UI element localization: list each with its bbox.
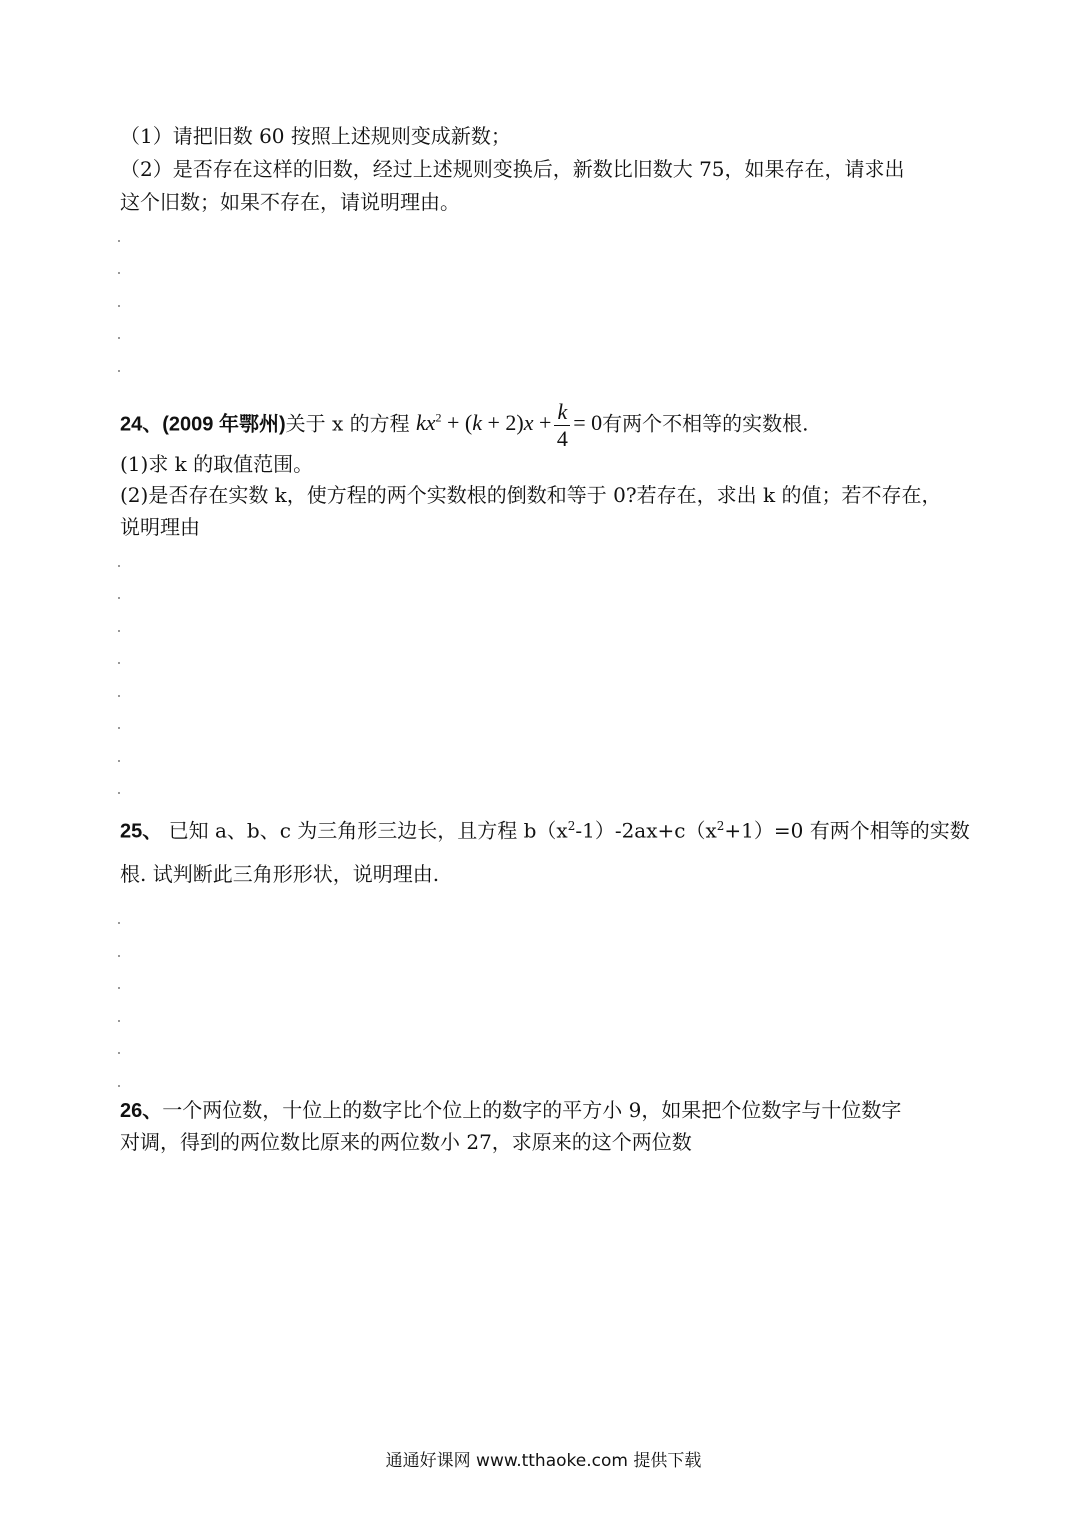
q26-line1: 26、一个两位数，十位上的数字比个位上的数字的平方小 9，如果把个位数字与十位数字 bbox=[120, 1098, 902, 1122]
blank-dot bbox=[118, 695, 120, 697]
q23-part2-line1: （2）是否存在这样的旧数，经过上述规则变换后，新数比旧数大 75，如果存在，请求出 bbox=[120, 157, 905, 181]
blank-dot bbox=[118, 727, 120, 729]
blank-dot bbox=[118, 305, 120, 307]
q24-stem-before: 关于 x 的方程 bbox=[285, 411, 410, 436]
q24-part2-line2: 说明理由 bbox=[120, 515, 200, 539]
q24-number: 24、 bbox=[120, 413, 163, 436]
blank-dot bbox=[118, 337, 120, 339]
q23-part2-line2: 这个旧数；如果不存在，请说明理由。 bbox=[120, 190, 460, 214]
blank-dot bbox=[118, 987, 120, 989]
q26-line2: 对调，得到的两位数比原来的两位数小 27，求原来的这个两位数 bbox=[120, 1130, 692, 1154]
q25-line2: 根. 试判断此三角形形状，说明理由. bbox=[120, 862, 440, 886]
blank-dot bbox=[118, 760, 120, 762]
blank-dot bbox=[118, 370, 120, 372]
q24-part2-line1: (2)是否存在实数 k，使方程的两个实数根的倒数和等于 0?若存在，求出 k 的值；若不存在， bbox=[120, 483, 942, 507]
q24-stem bbox=[120, 392, 808, 452]
q25-number: 25、 bbox=[120, 820, 163, 843]
q25-line1: 25、 已知 a、b、c 为三角形三边长，且方程 $b(x^2-1)-2ax+c(x^2+1)=0$ 有两个相等的实数 bbox=[120, 818, 970, 843]
blank-dot bbox=[118, 955, 120, 957]
q23-part1: （1）请把旧数 60 按照上述规则变成新数； bbox=[120, 124, 511, 148]
q26-number: 26、 bbox=[120, 1100, 163, 1122]
q24-source: (2009 年鄂州) bbox=[162, 413, 286, 436]
q24-equation: $kx^2 + (k + 2)x$ + $\frac{k}{4}$ = 0 bbox=[415, 398, 603, 451]
blank-dot bbox=[118, 240, 120, 242]
blank-dot bbox=[118, 1052, 120, 1054]
q24-part1: (1)求 k 的取值范围。 bbox=[120, 452, 314, 476]
blank-dot bbox=[118, 272, 120, 274]
blank-dot bbox=[118, 597, 120, 599]
blank-dot bbox=[118, 1020, 120, 1022]
blank-dot bbox=[118, 922, 120, 924]
blank-dot bbox=[118, 630, 120, 632]
blank-dot bbox=[118, 792, 120, 794]
blank-dot bbox=[118, 662, 120, 664]
page-footer: 通通好课网 www.tthaoke.com 提供下载 bbox=[385, 1451, 702, 1471]
blank-dot bbox=[118, 565, 120, 567]
q24-stem-after: 有两个不相等的实数根. bbox=[602, 411, 809, 436]
q24-fraction: $\frac{k}{4}$ bbox=[554, 399, 570, 452]
blank-dot bbox=[118, 1085, 120, 1087]
